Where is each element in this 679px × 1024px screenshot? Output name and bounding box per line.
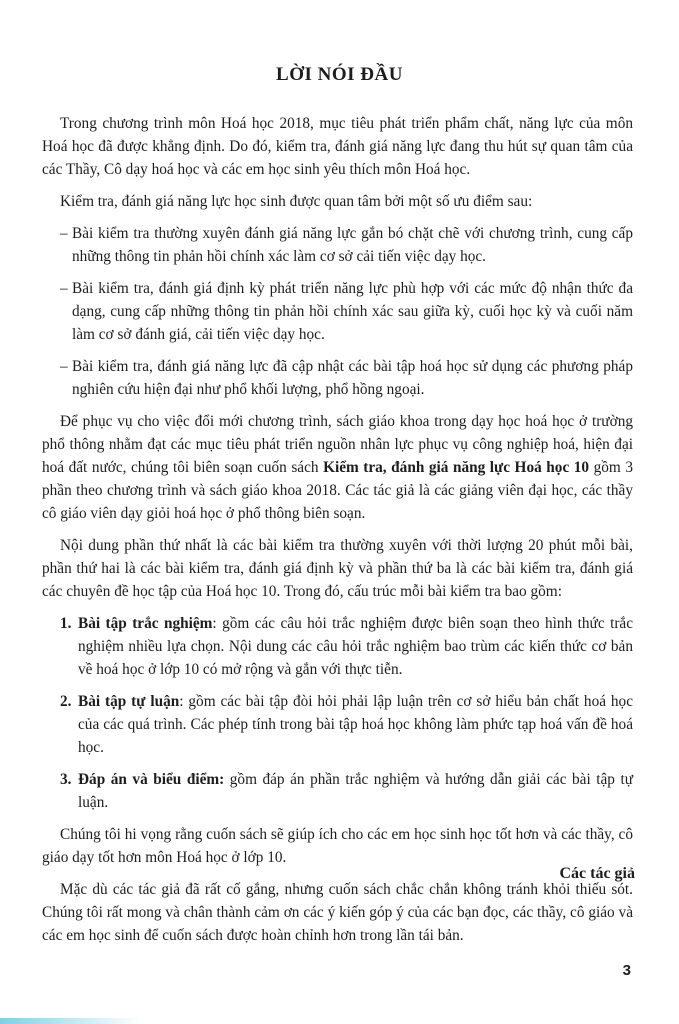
bullet-item [42,222,633,268]
paragraph-advantages-lead: Kiểm tra, đánh giá năng lực học sinh được quan tâm bởi một số ưu điểm sau: [60,193,533,210]
paragraph-thanks: Mặc dù các tác giả đã rất cố gắng, nhưng cuốn sách chắc chắn không tránh khỏi thiếu sót. Chúng tôi rất mong và chân thành cảm ơn các ý kiến góp ý của các bạn đọc, các thầy, cô giáo và các em học sinh để cuốn sách được hoàn chỉnh hơn trong lần tái bản. [42,881,633,944]
page-title: LỜI NÓI ĐẦU [276,64,403,85]
corner-accent-stripe [0,1018,140,1024]
item-text: : gồm các bài tập đòi hỏi phải lập luận trên cơ sở hiểu bản chất hoá học của các quá trình. Các phép tính trong bài tập hoá học không làm phức tạp hoá vấn đề hoá học. [78,693,633,756]
signature: Các tác giả [559,865,635,882]
numbered-item [42,612,633,681]
bullet-text: Bài kiểm tra thường xuyên đánh giá năng lực gắn bó chặt chẽ với chương trình, cung cấp những thông tin phản hồi chính xác làm cơ sở cải tiến việc dạy học. [72,225,633,265]
item-text: : gồm các câu hỏi trắc nghiệm được biên soạn theo hình thức trắc nghiệm nhiều lựa chọn. Nội dung các câu hỏi trắc nghiệm bao trùm các kiến thức cơ bản về hoá học ở lớp 10 có mở rộng và gắn với thực tiễn. [78,615,633,678]
bullet-text: Bài kiểm tra, đánh giá năng lực đã cập nhật các bài tập hoá học sử dụng các phương pháp nghiên cứu hiện đại như phổ khối lượng, phổ hồng ngoại. [72,358,633,398]
item-number: 2. [60,693,72,710]
paragraph-book-purpose-start: Để phục vụ cho việc đổi mới chương trình, sách giáo khoa trong dạy học hoá học ở trường phổ thông nhằm đạt các mục tiêu phát triển nguồn nhân lực phục vụ công nghiệp hoá, hiện đại hoá đất nước, chúng tôi biên soạn cuốn sách [42,413,633,476]
paragraph-hope: Chúng tôi hi vọng rằng cuốn sách sẽ giúp ích cho các em học sinh học tốt hơn và các thầy, cô giáo dạy tốt hơn môn Hoá học ở lớp 10. [42,826,633,866]
item-number: 1. [60,615,72,632]
paragraph-intro: Trong chương trình môn Hoá học 2018, mục tiêu phát triển phẩm chất, năng lực của môn Hoá học đã được khẳng định. Do đó, kiểm tra, đánh giá năng lực đang thu hút sự quan tâm của các Thầy, Cô dạy hoá học và các em học sinh yêu thích môn Hoá học. [42,115,633,178]
item-heading: Bài tập tự luận [78,693,180,710]
paragraph-book-purpose [42,410,633,525]
bullet-text: Bài kiểm tra, đánh giá định kỳ phát triển năng lực phù hợp với các mức độ nhận thức đa dạng, cung cấp những thông tin phản hồi chính xác sau giữa kỳ, cuối học kỳ và cuối năm làm cơ sở đánh giá, cải tiến việc dạy học. [72,280,633,343]
page-number: 3 [622,962,631,979]
numbered-item [42,690,633,759]
bullet-item [42,355,633,401]
paragraph-contents: Nội dung phần thứ nhất là các bài kiểm tra thường xuyên với thời lượng 20 phút mỗi bài, phần thứ hai là các bài kiểm tra, đánh giá định kỳ và phần thứ ba là các bài kiểm tra, đánh giá các chuyên đề học tập của Hoá học 10. Trong đó, cấu trúc mỗi bài kiểm tra bao gồm: [42,537,633,600]
item-heading: Đáp án và biểu điểm: [78,771,225,788]
book-title: Kiểm tra, đánh giá năng lực Hoá học 10 [323,459,590,476]
numbered-item [42,768,633,814]
bullet-dash: – [60,358,68,375]
item-heading: Bài tập trắc nghiệm [78,615,213,632]
bullet-item [42,277,633,346]
bullet-dash: – [60,225,68,242]
item-number: 3. [60,771,72,788]
bullet-dash: – [60,280,68,297]
item-text: gồm đáp án phần trắc nghiệm và hướng dẫn giải các bài tập tự luận. [78,771,634,811]
preface-body [42,112,633,956]
paragraph-book-purpose-end: gồm 3 phần theo chương trình và sách giáo khoa 2018. Các tác giả là các giảng viên đại học, các thầy cô giáo viên dạy giỏi hoá học ở phổ thông biên soạn. [42,459,633,522]
